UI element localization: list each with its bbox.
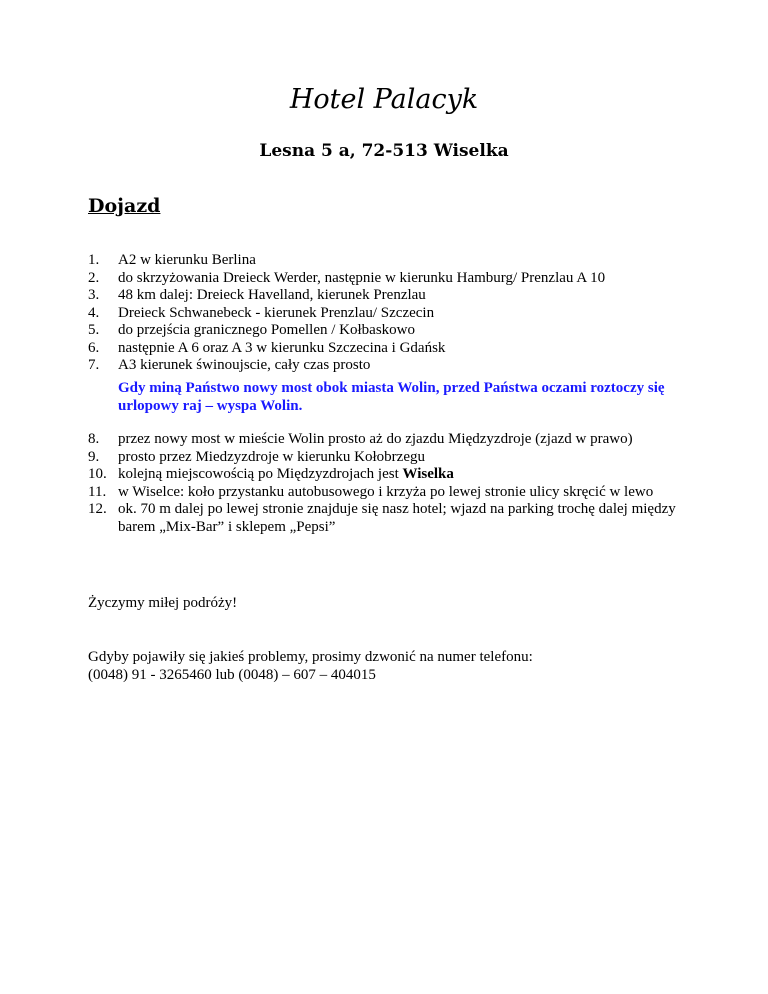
wolin-island-note: Gdy miną Państwo nowy most obok miasta Wolin, przed Państwa oczami roztoczy się urlopowy raj – wyspa Wolin.: [118, 380, 665, 414]
step-number: 11.: [88, 483, 107, 500]
list-item: [88, 449, 688, 467]
step-number: 10.: [88, 466, 107, 482]
list-item: [88, 252, 688, 270]
step-text: w Wiselce: koło przystanku autobusowego i krzyża po lewej stronie ulicy skręcić w lewo: [118, 483, 654, 500]
contact-text: Gdyby pojawiły się jakieś problemy, prosimy dzwonić na numer telefonu:: [88, 649, 533, 665]
step-number: 3.: [88, 287, 100, 303]
list-item: [88, 431, 688, 449]
list-item: [88, 357, 688, 375]
directions-list-part-2: [88, 431, 688, 536]
step-text: następnie A 6 oraz A 3 w kierunku Szczecina i Gdańsk: [118, 339, 446, 356]
step-text: A3 kierunek świnoujscie, cały czas prosto: [118, 357, 371, 373]
step-number: 7.: [88, 357, 100, 373]
list-item: [88, 287, 688, 305]
step-number: 6.: [88, 339, 100, 356]
list-item: [88, 305, 688, 323]
step-number: 1.: [88, 252, 100, 268]
list-item: [88, 466, 688, 484]
step-number: 2.: [88, 269, 100, 286]
step-text: przez nowy most w mieście Wolin prosto aż do zjazdu Międzyzdroje (zjazd w prawo): [118, 431, 633, 447]
step-text: A2 w kierunku Berlina: [118, 252, 256, 268]
list-item: [88, 340, 688, 358]
step-text: 48 km dalej: Dreieck Havelland, kierunek Prenzlau: [118, 287, 426, 303]
step-number: 5.: [88, 322, 100, 338]
directions-heading: Dojazd: [88, 195, 161, 217]
phone-numbers: (0048) 91 - 3265460 lub (0048) – 607 – 404015: [88, 666, 376, 683]
step-number: 12.: [88, 501, 107, 517]
step-text: ok. 70 m dalej po lewej stronie znajduje się nasz hotel; wjazd na parking trochę dalej między barem „Mix-Bar” i sklepem „Pepsi”: [118, 501, 676, 535]
list-item: [88, 501, 688, 536]
hotel-address: Lesna 5 a, 72-513 Wiselka: [259, 141, 509, 161]
directions-list-part-1: [88, 252, 688, 375]
step-text: Dreieck Schwanebeck - kierunek Prenzlau/ Szczecin: [118, 304, 435, 321]
town-name: Wiselka: [402, 466, 454, 482]
step-text: do skrzyżowania Dreieck Werder, następnie w kierunku Hamburg/ Prenzlau A 10: [118, 269, 606, 286]
step-number: 9.: [88, 448, 100, 465]
hotel-title: Hotel Palacyk: [289, 84, 479, 115]
step-text: prosto przez Miedzyzdroje w kierunku Kołobrzegu: [118, 448, 425, 465]
step-text: kolejną miejscowością po Międzyzdrojach jest: [118, 466, 403, 482]
list-item: [88, 322, 688, 340]
list-item: [88, 270, 688, 288]
contact-info: [88, 649, 688, 684]
step-number: 8.: [88, 431, 100, 447]
travel-wish: Życzymy miłej podróży!: [88, 595, 238, 611]
step-number: 4.: [88, 304, 100, 321]
list-item: [88, 484, 688, 502]
step-text: do przejścia granicznego Pomellen / Kołbaskowo: [118, 322, 415, 338]
